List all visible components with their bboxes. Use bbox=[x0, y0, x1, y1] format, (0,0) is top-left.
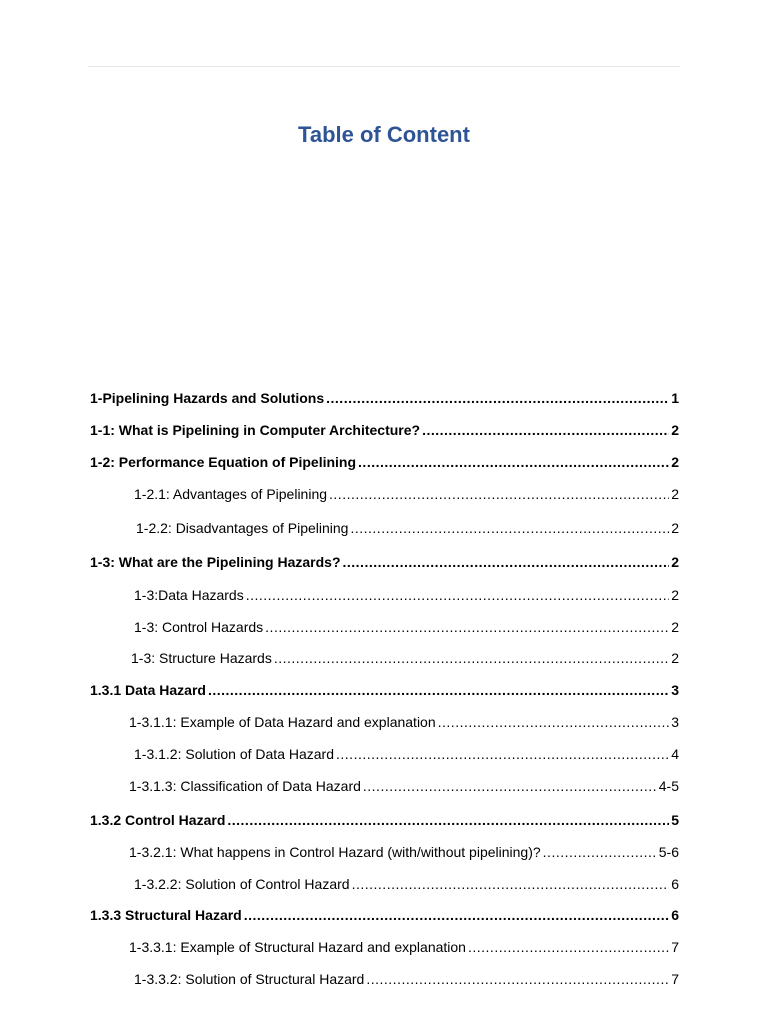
dot-leader bbox=[438, 712, 670, 732]
toc-entry-page: 2 bbox=[671, 486, 679, 502]
toc-entry[interactable] bbox=[90, 905, 679, 925]
toc-entry-label: 1.3.2 Control Hazard bbox=[90, 812, 226, 828]
toc-entry[interactable] bbox=[90, 810, 679, 830]
toc-entry[interactable] bbox=[136, 518, 679, 538]
toc-entry-label: 1-1: What is Pipelining in Computer Architecture? bbox=[90, 422, 421, 438]
toc-entry-page: 5 bbox=[671, 812, 679, 828]
toc-entry-label: 1-Pipelining Hazards and Solutions bbox=[90, 390, 325, 406]
toc-entry-page: 2 bbox=[671, 619, 679, 635]
toc-entry-page: 1 bbox=[671, 390, 679, 406]
toc-entry-page: 4 bbox=[671, 746, 679, 762]
toc-entry-label: 1-3.1.3: Classification of Data Hazard bbox=[129, 778, 361, 794]
toc-entry-page: 7 bbox=[671, 971, 679, 987]
dot-leader bbox=[244, 905, 669, 925]
dot-leader bbox=[246, 585, 669, 605]
toc-entry-label: 1-3: Structure Hazards bbox=[131, 650, 272, 666]
toc-entry[interactable] bbox=[90, 388, 679, 408]
toc-entry[interactable] bbox=[90, 680, 679, 700]
toc-entry-label: 1-2.2: Disadvantages of Pipelining bbox=[136, 520, 349, 536]
toc-entry-page: 6 bbox=[671, 907, 679, 923]
toc-entry[interactable] bbox=[134, 585, 679, 605]
page-header-rule bbox=[88, 66, 680, 67]
dot-leader bbox=[265, 617, 669, 637]
toc-entry[interactable] bbox=[90, 552, 679, 572]
toc-entry[interactable] bbox=[134, 744, 679, 764]
toc-entry[interactable] bbox=[90, 452, 679, 472]
toc-entry-page: 2 bbox=[671, 554, 679, 570]
dot-leader bbox=[227, 810, 669, 830]
dot-leader bbox=[350, 518, 669, 538]
toc-entry[interactable] bbox=[134, 874, 679, 894]
toc-entry-page: 2 bbox=[671, 650, 679, 666]
dot-leader bbox=[208, 680, 669, 700]
dot-leader bbox=[422, 420, 669, 440]
toc-entry[interactable] bbox=[134, 484, 679, 504]
toc-entry-label: 1.3.1 Data Hazard bbox=[90, 682, 206, 698]
toc-entry-label: 1-3.3.1: Example of Structural Hazard and explanation bbox=[129, 939, 466, 955]
toc-entry-label: 1-3: Control Hazards bbox=[134, 619, 264, 635]
toc-entry-page: 2 bbox=[671, 454, 679, 470]
dot-leader bbox=[336, 744, 669, 764]
toc-entry-page: 7 bbox=[671, 939, 679, 955]
toc-entry-label: 1-3.2.1: What happens in Control Hazard (with/without pipelining)? bbox=[129, 844, 541, 860]
toc-entry-label: 1-3.3.2: Solution of Structural Hazard bbox=[134, 971, 365, 987]
dot-leader bbox=[352, 874, 670, 894]
dot-leader bbox=[343, 552, 670, 572]
toc-entry-page: 2 bbox=[671, 520, 679, 536]
toc-entry-label: 1-3.1.2: Solution of Data Hazard bbox=[134, 746, 335, 762]
toc-entry-label: 1-3.2.2: Solution of Control Hazard bbox=[134, 876, 350, 892]
toc-entry-page: 2 bbox=[671, 587, 679, 603]
dot-leader bbox=[468, 937, 669, 957]
dot-leader bbox=[358, 452, 669, 472]
toc-entry-page: 3 bbox=[671, 682, 679, 698]
toc-entry-page: 5-6 bbox=[658, 844, 679, 860]
toc-entry[interactable] bbox=[134, 617, 679, 637]
toc-entry[interactable] bbox=[129, 842, 679, 862]
toc-entry[interactable] bbox=[134, 969, 679, 989]
dot-leader bbox=[274, 648, 669, 668]
toc-title: Table of Content bbox=[298, 122, 470, 147]
toc-entry[interactable] bbox=[129, 776, 679, 796]
toc-entry-label: 1.3.3 Structural Hazard bbox=[90, 907, 242, 923]
dot-leader bbox=[543, 842, 657, 862]
toc-entry[interactable] bbox=[129, 712, 679, 732]
dot-leader bbox=[326, 388, 669, 408]
toc-entry-label: 1-3:Data Hazards bbox=[134, 587, 244, 603]
toc-entry-label: 1-3.1.1: Example of Data Hazard and explanation bbox=[129, 714, 436, 730]
toc-entry[interactable] bbox=[131, 648, 679, 668]
toc-entry-page: 3 bbox=[671, 714, 679, 730]
toc-entry-label: 1-2: Performance Equation of Pipelining bbox=[90, 454, 357, 470]
dot-leader bbox=[329, 484, 669, 504]
dot-leader bbox=[363, 776, 657, 796]
toc-entry-page: 4-5 bbox=[658, 778, 679, 794]
toc-entry-page: 2 bbox=[671, 422, 679, 438]
toc-entry-label: 1-3: What are the Pipelining Hazards? bbox=[90, 554, 341, 570]
toc-entry[interactable] bbox=[129, 937, 679, 957]
toc-entry-label: 1-2.1: Advantages of Pipelining bbox=[134, 486, 328, 502]
toc-entry[interactable] bbox=[90, 420, 679, 440]
toc-entry-page: 6 bbox=[671, 876, 679, 892]
dot-leader bbox=[366, 969, 669, 989]
